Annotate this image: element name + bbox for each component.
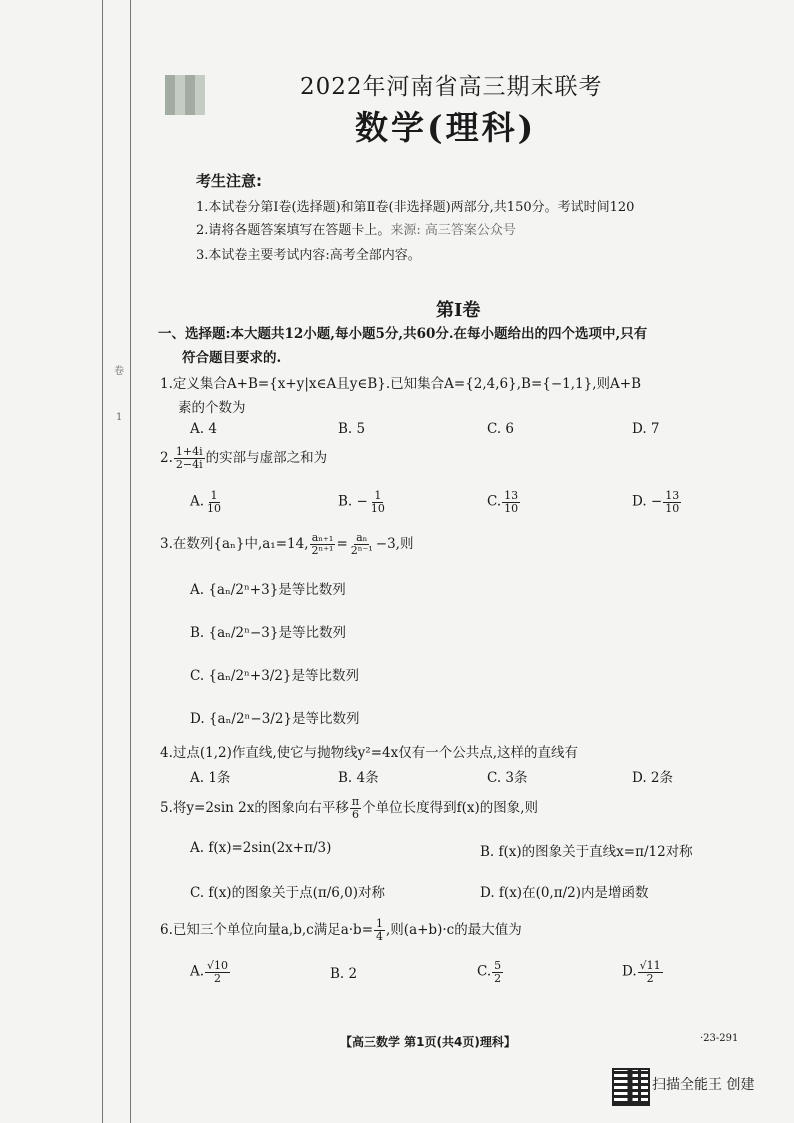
q2-c-frac — [502, 490, 520, 514]
q2-d-label: D. − — [632, 493, 663, 510]
q5-option-b: B. f(x)的图象关于直线x=π/12对称 — [480, 844, 693, 860]
q5-option-a: A. f(x)=2sin(2x+π/3) — [190, 840, 332, 856]
q4-option-b: B. 4条 — [338, 770, 379, 786]
q6-d-den: 2 — [646, 971, 654, 985]
q3-frac1-num: aₙ₊₁ — [311, 531, 334, 545]
q3-option-b: B. {aₙ/2ⁿ−3}是等比数列 — [190, 625, 346, 641]
q5-stem — [160, 796, 538, 821]
q2-frac-den: 2−4i — [175, 458, 203, 471]
q3-stem — [160, 532, 413, 557]
margin-mark-2: 1 — [116, 412, 123, 423]
q5-option-d: D. f(x)在(0,π/2)内是增函数 — [480, 885, 649, 901]
page-footer: 【高三数学 第1页(共4页)理科】 — [340, 1035, 516, 1049]
q2-b-label: B. − — [338, 493, 368, 510]
q1-stem: 1.定义集合A+B={x+y|x∈A且y∈B}.已知集合A={2,4,6},B={−1,1},则A+B — [160, 376, 641, 392]
q2-stem — [160, 446, 327, 471]
q3-frac2-num: aₙ — [356, 531, 368, 545]
q4-stem: 4.过点(1,2)作直线,使它与抛物线y²=4x仅有一个公共点,这样的直线有 — [160, 745, 579, 761]
q2-b-num: 1 — [374, 489, 382, 502]
q5-option-c: C. f(x)的图象关于点(π/6,0)对称 — [190, 885, 385, 901]
q5-frac-num: π — [351, 795, 360, 809]
q4-option-d: D. 2条 — [632, 770, 674, 786]
q2-text: 的实部与虚部之和为 — [205, 450, 328, 466]
section-instruction-1: 一、选择题:本大题共12小题,每小题5分,共60分.在每小题给出的四个选项中,只有 — [158, 326, 648, 342]
q2-option-c — [487, 490, 521, 514]
q5-stem-a: 5.将y=2sin 2x的图象向右平移 — [160, 800, 349, 816]
q6-a-num: √10 — [207, 959, 229, 972]
q2-a-den: 10 — [207, 501, 222, 515]
q2-b-frac — [369, 490, 387, 514]
notice-item-3: 3.本试卷主要考试内容:高考全部内容。 — [196, 248, 421, 263]
q6-c-label: C. — [477, 963, 492, 980]
notice-item-2-row — [196, 219, 516, 238]
q3-frac1 — [309, 532, 335, 556]
q3-option-d: D. {aₙ/2ⁿ−3/2}是等比数列 — [190, 711, 360, 727]
q1-option-d: D. 7 — [632, 421, 660, 437]
q6-stem-a: 6.已知三个单位向量a,b,c满足a·b= — [160, 922, 374, 938]
q1-option-c: C. 6 — [487, 421, 515, 437]
q1-option-a: A. 4 — [190, 421, 217, 437]
exam-title: 2022年河南省高三期末联考 — [300, 74, 603, 100]
q3-option-a: A. {aₙ/2ⁿ+3}是等比数列 — [190, 582, 346, 598]
q3-frac2-den: 2ⁿ⁻¹ — [350, 544, 373, 557]
q6-frac — [374, 918, 385, 942]
q2-number: 2. — [160, 450, 173, 466]
q2-a-frac — [205, 490, 223, 514]
section-title: 第Ⅰ卷 — [436, 300, 481, 321]
q2-a-num: 1 — [210, 489, 218, 502]
q6-a-frac — [205, 960, 230, 984]
q6-a-den: 2 — [214, 971, 222, 985]
q6-d-label: D. — [622, 963, 637, 980]
q6-option-c — [477, 960, 504, 984]
q2-option-d — [632, 490, 682, 514]
section-instruction-2: 符合题目要求的. — [182, 350, 282, 366]
notice-item-2: 2.请将各题答案填写在答题卡上。 — [196, 223, 391, 238]
q2-d-num: 13 — [665, 489, 680, 502]
q2-c-num: 13 — [504, 489, 519, 502]
q3-tail: −3,则 — [375, 536, 414, 552]
blurred-logo — [165, 75, 205, 115]
q2-d-den: 10 — [665, 501, 680, 515]
q6-frac-num: 1 — [376, 917, 384, 931]
qr-code-icon — [612, 1068, 650, 1106]
q2-c-den: 10 — [504, 501, 519, 515]
q2-b-den: 10 — [370, 501, 385, 515]
q4-option-c: C. 3条 — [487, 770, 528, 786]
notice-item-1: 1.本试卷分第Ⅰ卷(选择题)和第Ⅱ卷(非选择题)两部分,共150分。考试时间120 — [196, 200, 635, 215]
q3-stem-text: 3.在数列{aₙ}中,a₁=14, — [160, 536, 309, 552]
q1-option-b: B. 5 — [338, 421, 366, 437]
q6-c-num: 5 — [494, 959, 502, 972]
notice-heading: 考生注意: — [196, 172, 262, 190]
q2-d-frac — [663, 490, 681, 514]
q3-frac1-den: 2ⁿ⁺¹ — [311, 544, 334, 557]
scanner-watermark: 扫描全能王 创建 — [652, 1077, 755, 1093]
q1-stem-2: 素的个数为 — [178, 400, 246, 416]
q6-d-frac — [638, 960, 663, 984]
binding-line-left — [102, 0, 103, 1123]
q5-frac-den: 6 — [351, 808, 359, 821]
q6-stem — [160, 918, 522, 943]
q6-option-a — [190, 960, 231, 984]
q5-stem-b: 个单位长度得到f(x)的图象,则 — [362, 800, 539, 816]
q6-stem-b: ,则(a+b)·c的最大值为 — [386, 922, 522, 938]
q6-d-num: √11 — [639, 959, 661, 972]
q2-option-b — [338, 490, 388, 514]
q3-option-c: C. {aₙ/2ⁿ+3/2}是等比数列 — [190, 668, 360, 684]
source-note: 来源: 高三答案公众号 — [390, 223, 516, 238]
exam-subject: 数学(理科) — [355, 108, 537, 147]
binding-line-right — [130, 0, 131, 1123]
q2-c-label: C. — [487, 493, 502, 510]
q5-frac — [350, 796, 361, 820]
q2-frac-num: 1+4i — [175, 445, 203, 459]
q2-fraction — [174, 446, 205, 470]
q6-c-frac — [492, 960, 503, 984]
q2-option-a — [190, 490, 224, 514]
q6-option-b: B. 2 — [330, 966, 358, 982]
q2-a-label: A. — [190, 493, 205, 510]
q3-frac2 — [349, 532, 375, 556]
q6-a-label: A. — [190, 963, 205, 980]
q6-option-d — [622, 960, 664, 984]
q4-option-a: A. 1条 — [190, 770, 231, 786]
footer-code: ·23-291 — [700, 1033, 739, 1044]
q6-frac-den: 4 — [376, 930, 384, 943]
q6-c-den: 2 — [494, 971, 502, 985]
q3-eq: = — [336, 536, 348, 552]
margin-mark-1: 卷 — [114, 366, 124, 377]
